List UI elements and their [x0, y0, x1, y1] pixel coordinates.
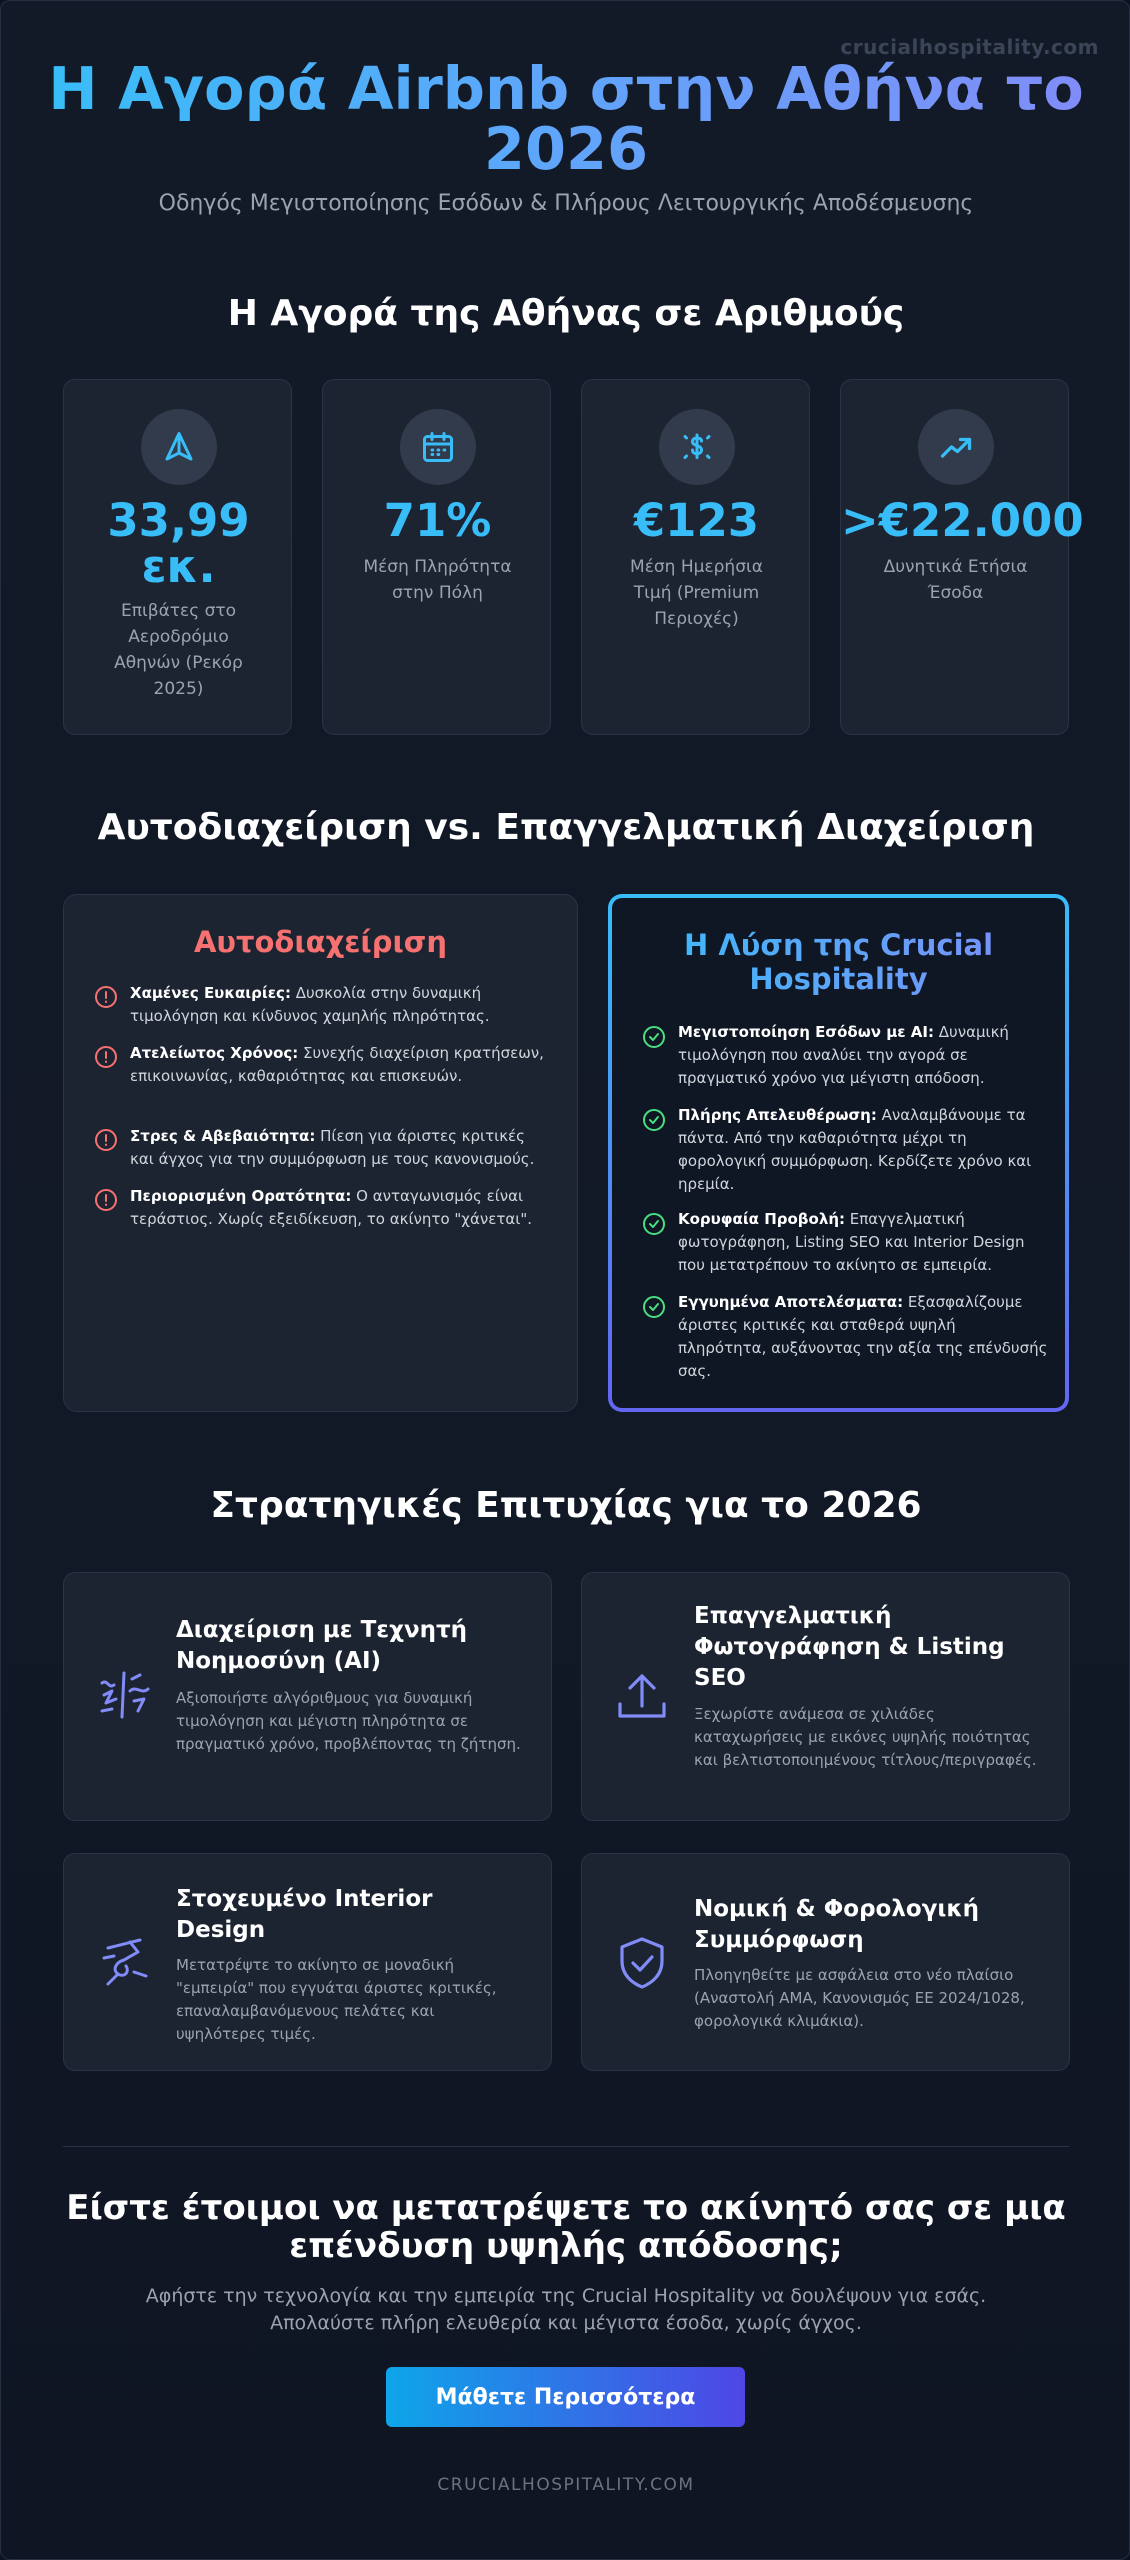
strategy-desc: Πλοηγηθείτε με ασφάλεια στο νέο πλαίσιο (Αναστολή ΑΜΑ, Κανονισμός ΕΕ 2024/1028, φορολογικά κλιμάκια).	[694, 1966, 1025, 2030]
trending-up-icon	[918, 409, 994, 485]
stat-value: >€22.000	[841, 494, 1084, 547]
self-management-item: Περιορισμένη Ορατότητα: Ο ανταγωνισμός είναι τεράστιος. Χωρίς εξειδίκευση, το ακίνητο "χάνεται".	[130, 1187, 533, 1228]
stat-label: Δυνητικά Ετήσια Έσοδα	[883, 557, 1028, 603]
strategy-card-compliance	[581, 1853, 1070, 2071]
calendar-icon	[400, 409, 476, 485]
strategy-desc: Αξιοποιήστε αλγόριθμους για δυναμική τιμολόγηση και μέγιστη πληρότητα σε πραγματικό χρόνο, προβλέποντας τη ζήτηση.	[176, 1689, 521, 1753]
strategies-heading: Στρατηγικές Επιτυχίας για το 2026	[210, 1485, 922, 1526]
crucial-solution-card	[608, 894, 1069, 1412]
self-management-item: Στρες & Αβεβαιότητα: Πίεση για άριστες κριτικές και άγχος για την συμμόρφωση με τους κανονισμούς.	[130, 1127, 535, 1168]
stat-value: 33,99 εκ.	[107, 494, 250, 593]
check-circle-icon	[642, 1108, 666, 1132]
strategy-title: Επαγγελματική Φωτογράφηση & Listing SEO	[694, 1603, 1005, 1691]
stat-card-revenue	[840, 379, 1084, 735]
alert-circle-icon	[94, 1128, 118, 1152]
strategy-card-interior	[63, 1853, 552, 2071]
stat-label: Μέση Πληρότητα στην Πόλη	[363, 557, 512, 603]
stat-card-daily-rate	[581, 379, 810, 735]
learn-more-button[interactable]: Μάθετε Περισσότερα	[386, 2367, 745, 2427]
self-management-title: Αυτοδιαχείριση	[193, 925, 448, 959]
crucial-solution-item: Εγγυημένα Αποτελέσματα: Εξασφαλίζουμε άριστες κριτικές και σταθερά υψηλή πληρότητα, αυξάνοντας την αξία της επένδυσής σας.	[678, 1293, 1048, 1380]
comparison-heading: Αυτοδιαχείριση vs. Επαγγελματική Διαχείριση	[97, 807, 1035, 848]
self-management-item: Χαμένες Ευκαιρίες: Δυσκολία στην δυναμική τιμολόγηση και κίνδυνος χαμηλής πληρότητας.	[130, 984, 490, 1025]
crucial-solution-item: Μεγιστοποίηση Εσόδων με AI: Δυναμική τιμολόγηση που αναλύει την αγορά σε πραγματικό χρόνο για μέγιστη απόδοση.	[678, 1023, 1009, 1087]
shield-check-icon	[612, 1933, 672, 1993]
navigation-icon	[141, 409, 217, 485]
check-circle-icon	[642, 1025, 666, 1049]
strategy-title: Διαχείριση με Τεχνητή Νοημοσύνη (AI)	[176, 1617, 468, 1674]
stat-label: Επιβάτες στο Αεροδρόμιο Αθηνών (Ρεκόρ 2025)	[114, 601, 243, 699]
ai-brain-icon	[94, 1665, 154, 1725]
stat-value: 71%	[383, 494, 492, 547]
page-title: Η Αγορά Airbnb στην Αθήνα το 2026	[41, 59, 1091, 179]
cta-line: Αφήστε την τεχνολογία και την εμπειρία της Crucial Hospitality να δουλέψουν για εσάς.	[145, 2285, 987, 2307]
watermark: crucialhospitality.com	[840, 35, 1099, 59]
alert-circle-icon	[94, 985, 118, 1009]
stats-heading: Η Αγορά της Αθήνας σε Αριθμούς	[227, 293, 905, 334]
strategy-title: Νομική & Φορολογική Συμμόρφωση	[694, 1896, 980, 1953]
upload-icon	[612, 1666, 672, 1726]
alert-circle-icon	[94, 1188, 118, 1212]
strategy-desc: Μετατρέψτε το ακίνητο σε μοναδική "εμπειρία" που εγγυάται άριστες κριτικές, επαναλαμβανόμενους πελάτες και υψηλότερες τιμές.	[176, 1956, 497, 2043]
strategy-title: Στοχευμένο Interior Design	[176, 1886, 433, 1943]
stat-card-passengers	[63, 379, 292, 735]
dollar-icon	[659, 409, 735, 485]
strategy-desc: Ξεχωρίστε ανάμεσα σε χιλιάδες καταχωρήσεις με εικόνες υψηλής ποιότητας και βελτιστοποιημένους τίτλους/περιγραφές.	[694, 1705, 1037, 1769]
stat-value: €123	[633, 494, 760, 547]
crucial-solution-title: Η Λύση της Crucial Hospitality	[612, 928, 1065, 996]
check-circle-icon	[642, 1212, 666, 1236]
stat-card-occupancy	[322, 379, 551, 735]
self-management-item: Ατελείωτος Χρόνος: Συνεχής διαχείριση κρατήσεων, επικοινωνίας, καθαριότητας και επισκευών.	[130, 1044, 544, 1085]
divider	[63, 2146, 1069, 2147]
strategy-card-photography	[581, 1572, 1070, 1821]
page-subtitle: Οδηγός Μεγιστοποίησης Εσόδων & Πλήρους Λειτουργικής Αποδέσμευσης	[158, 191, 974, 216]
cta-title: Είστε έτοιμοι να μετατρέψετε το ακίνητό σας σε μια επένδυση υψηλής απόδοσης;	[66, 2188, 1066, 2266]
stat-label: Μέση Ημερήσια Τιμή (Premium Περιοχές)	[630, 557, 763, 629]
self-management-card	[63, 894, 578, 1412]
crucial-solution-item: Κορυφαία Προβολή: Επαγγελματική φωτογράφηση, Listing SEO και Interior Design που μετατρέπουν το ακίνητο σε εμπειρία.	[678, 1210, 1025, 1274]
cta-text	[101, 2283, 1031, 2337]
check-circle-icon	[642, 1295, 666, 1319]
crucial-solution-item: Πλήρης Απελευθέρωση: Αναλαμβάνουμε τα πάντα. Από την καθαριότητα μέχρι τη φορολογική συμμόρφωση. Κερδίζετε χρόνο και ηρεμία.	[678, 1106, 1032, 1193]
alert-circle-icon	[94, 1045, 118, 1069]
strategy-card-ai	[63, 1572, 552, 1821]
footer-link[interactable]: CRUCIALHOSPITALITY.COM	[437, 2475, 695, 2495]
cta-line: Απολαύστε πλήρη ελευθερία και μέγιστα έσοδα, χωρίς άγχος.	[270, 2312, 862, 2334]
interior-design-icon	[94, 1932, 154, 1992]
